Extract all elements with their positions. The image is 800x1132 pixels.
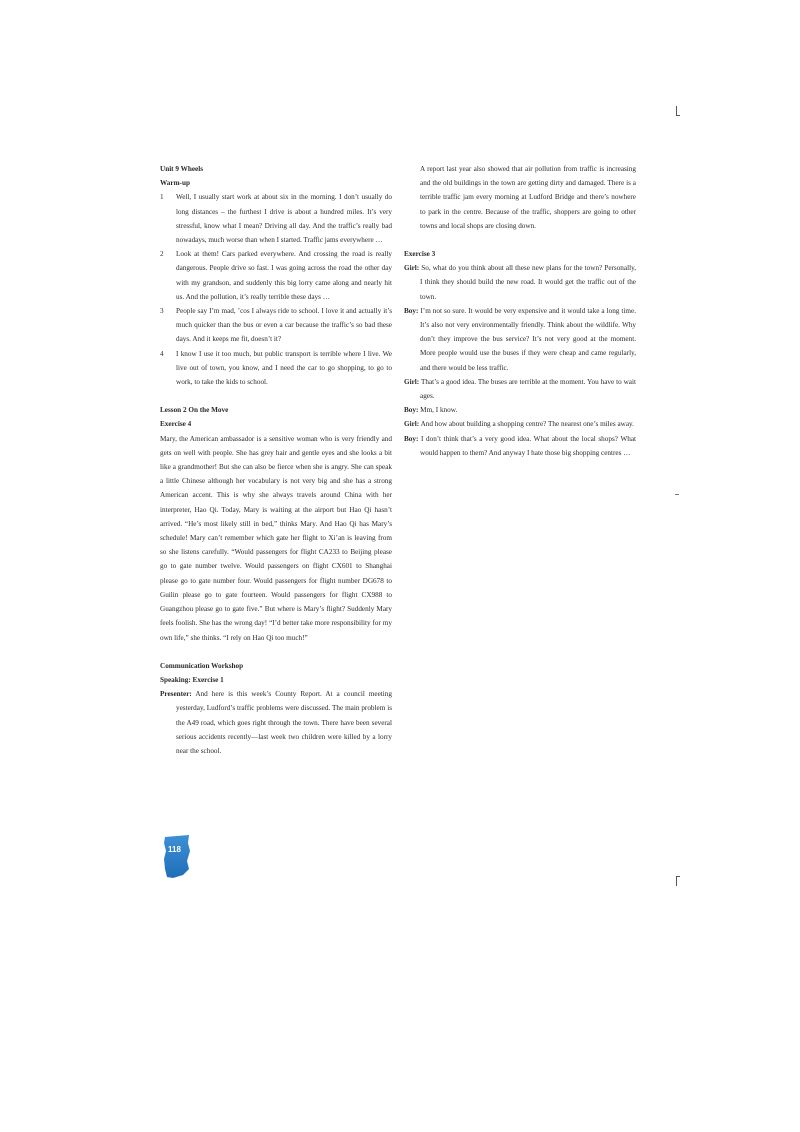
- exercise3-heading: Exercise 3: [404, 250, 436, 259]
- dialogue-text: I’m not so sure. It would be very expensive and it would take a long time. It’s also not very environmentally friendly. Think about the wildlife. Why don’t they improve the bus service? It’s not very good at the moment. More people would use the buses if they were cheap and came regularly, and there would be less traffic.: [420, 306, 637, 372]
- speaker-label: Boy:: [404, 306, 419, 315]
- lesson-text: Mary, the American ambassador is a sensitive woman who is very friendly and gets on well with people. She has grey hair and gentle eyes and she looks a bit like a grandmother! But she can also be fierce when she is angry. She can speak a little Chinese although her vocabulary is not very big and she has a strong American accent. This is why she always travels around China with her interpreter, Hao Qi. Today, Mary is waiting at the airport but Hao Qi hasn’t arrived. “He’s most likely still in bed,” thinks Mary. And Hao Qi has Mary’s schedule! Mary can’t remember which gate her flight to Xi’an is leaving from so she listens carefully. “Would passengers for flight CA233 to Beijing please go to gate number twelve. Would passengers on flight CX601 to Shanghai please go to gate number four. Would passengers for flight number DG678 to Guilin please go to gate fourteen. Would passengers for flight CX988 to Guangzhou please go to gate five.” But where is Mary’s flight? Suddenly Mary feels foolish. She has the wrong day! “I’d better take more responsibility for my own life,” she thinks. “I rely on Hao Qi too much!”: [160, 434, 392, 642]
- dialogue-text: Mm, I know.: [420, 406, 458, 415]
- dialogue-line: [404, 304, 636, 375]
- speaking-exercise-heading: Speaking: Exercise 1: [160, 675, 224, 684]
- dialogue-line: [404, 261, 636, 304]
- item-number: 3: [160, 307, 164, 316]
- dialogue-line: [404, 403, 636, 417]
- page-number-badge: [163, 833, 191, 879]
- dialogue-text: I don’t think that’s a very good idea. What about the local shops? What would happen to them? And anyway I hate those big shopping centres …: [420, 434, 637, 457]
- workshop-heading: Communication Workshop: [160, 661, 244, 670]
- speaker-label: Presenter:: [160, 690, 192, 699]
- crop-mark-bottom-right: [676, 876, 677, 886]
- lesson-heading: Lesson 2 On the Move: [160, 406, 229, 415]
- item-number: 2: [160, 250, 164, 259]
- dialogue-line: [404, 375, 636, 403]
- presenter-continued: A report last year also showed that air pollution from traffic is increasing and the old buildings in the town are getting dirty and damaged. There is a terrible traffic jam every morning at Ludford Bridge and there’s nowhere to park in the centre. Because of the traffic, shoppers are going to other towns and local shops are closing down.: [420, 165, 636, 230]
- warmup-heading: Warm-up: [160, 179, 190, 188]
- margin-dash: [675, 494, 679, 495]
- list-item: [160, 304, 392, 347]
- speaker-label: Girl:: [404, 377, 420, 386]
- item-text: Look at them! Cars parked everywhere. And crossing the road is really dangerous. People drive so fast. I was going across the road the other day with my grandson, and suddenly this big lorry came along and nearly hit us. And the pollution, it’s really terrible these days …: [176, 250, 392, 301]
- right-column: [404, 162, 636, 460]
- dialogue-text: And how about building a shopping centre? The nearest one’s miles away.: [420, 420, 634, 429]
- left-column: [160, 162, 392, 758]
- exercise-heading: Exercise 4: [160, 420, 192, 429]
- page-number: 118: [168, 845, 181, 854]
- item-text: I know I use it too much, but public transport is terrible where I live. We live out of town, you know, and I need the car to go shopping, to go to work, to take the kids to school.: [176, 349, 392, 387]
- list-item: [160, 190, 392, 247]
- dialogue-text: That’s a good idea. The buses are terrible at the moment. You have to wait ages.: [420, 377, 636, 401]
- unit-title: Unit 9 Wheels: [160, 165, 203, 173]
- list-item: [160, 347, 392, 390]
- speaker-label: Girl:: [404, 264, 420, 273]
- speaker-label: Boy:: [404, 406, 419, 415]
- speaker-label: Boy:: [404, 434, 419, 443]
- dialogue-text: So, what do you think about all these new plans for the town? Personally, I think they should build the new road. It would get the traffic out of the town.: [420, 264, 636, 301]
- presenter-text: And here is this week’s County Report. At a council meeting yesterday, Ludford’s traffic problems were discussed. The main problem is the A49 road, which goes right through the town. There have been several serious accidents recently—last week two children were killed by a lorry near the school.: [176, 690, 392, 755]
- crop-mark-top-right: [676, 106, 677, 116]
- page-badge-shape: [163, 833, 191, 879]
- presenter-line: [160, 687, 392, 758]
- item-text: Well, I usually start work at about six in the morning. I don’t usually do long distances – the furthest I drive is about a hundred miles. It’s very stressful, know what I mean? Driving all day. And the traffic’s really bad nowadays, much worse than when I started. Traffic jams everywhere …: [176, 193, 392, 245]
- item-number: 4: [160, 349, 164, 358]
- speaker-label: Girl:: [404, 420, 420, 429]
- dialogue-line: [404, 432, 636, 460]
- dialogue-line: [404, 417, 636, 431]
- list-item: [160, 247, 392, 304]
- item-number: 1: [160, 193, 164, 202]
- item-text: People say I’m mad, ’cos I always ride to school. I love it and actually it’s much quicker than the bus or even a car because the traffic’s so bad these days. And it keeps me fit, doesn’t it?: [176, 307, 392, 344]
